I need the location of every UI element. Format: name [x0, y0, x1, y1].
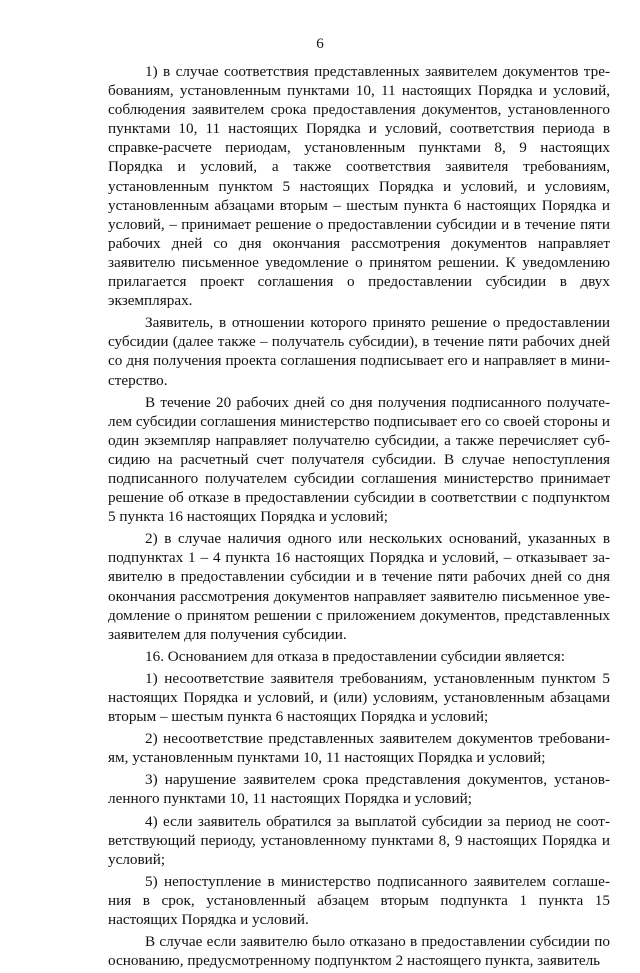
document-body [108, 62, 610, 973]
paragraph-refusal-ground-3: 3) нарушение заявителем срока представления документов, установленного пунктами 10, 11 настоящих Порядка и условий; [108, 771, 610, 808]
paragraph-refusal-ground-2: 2) несоответствие представленных заявителем документов требованиям, установленным пунктами 10, 11 настоящих Порядка и условий; [108, 730, 610, 767]
paragraph-refusal-followup: В случае если заявителю было отказано в предоставлении субсидии по основанию, предусмотренному подпунктом 2 настоящего пункта, заявитель [108, 933, 610, 970]
paragraph-ministry-signs-and-transfers: В течение 20 рабочих дней со дня получения подписанного получателем субсидии соглашения министерство подписывает его со своей стороны и один экземпляр направляет получателю субсидии, а также перечисляет субсидию на расчетный счет получателя субсидии. В случае непоступления подписанного получателем субсидии соглашения министерство принимает решение об отказе в предоставлении субсидии в соответствии с подпунктом 5 пункта 16 настоящих Порядка и условий; [108, 393, 610, 526]
paragraph-subitem-1-approval: 1) в случае соответствия представленных заявителем документов требованиям, установленным пунктами 10, 11 настоящих Порядка и условий, соблюдения заявителем срока предоставления документов, установленного пунктами 10, 11 настоящих Порядка и условий, соответствия периода в справке-расчете периодам, установленным пунктами 8, 9 настоящих Порядка и условий, а также соответствия заявителя требованиям, установленным пунктом 5 настоящих Порядка и условий, и условиям, установленным абзацами вторым – шестым пункта 6 настоящих Порядка и условий, – принимает решение о предоставлении субсидии и в течение пяти рабочих дней со дня окончания рассмотрения документов направляет заявителю письменное уведомление о принятом решении. К уведомлению прилагается проект соглашения о предоставлении субсидии в двух экземплярах. [108, 63, 610, 310]
paragraph-item-16-heading: 16. Основанием для отказа в предоставлении субсидии является: [145, 647, 565, 665]
paragraph-refusal-ground-4: 4) если заявитель обратился за выплатой субсидии за период не соответствующий периоду, установленному пунктами 8, 9 настоящих Порядка и условий; [108, 812, 610, 868]
paragraph-refusal-ground-5: 5) непоступление в министерство подписанного заявителем соглашения в срок, установленный абзацем вторым подпункта 1 пункта 15 настоящих Порядка и условий. [108, 872, 610, 929]
paragraph-applicant-signs-agreement: Заявитель, в отношении которого принято решение о предоставлении субсидии (далее также – получатель субсидии), в течение пяти рабочих дней со дня получения проекта соглашения подписывает его и направляет в министерство. [108, 314, 610, 389]
paragraph-refusal-ground-1: 1) несоответствие заявителя требованиям, установленным пунктом 5 настоящих Порядка и условий, и (или) условиям, установленным абзацами вторым – шестым пункта 6 настоящих Порядка и условий; [108, 669, 610, 726]
paragraph-subitem-2-refusal: 2) в случае наличия одного или нескольких оснований, указанных в подпунктах 1 – 4 пункта 16 настоящих Порядка и условий, – отказывает заявителю в предоставлении субсидии и в течение пяти рабочих дней со дня окончания рассмотрения документов направляет заявителю письменное уведомление о принятом решении с приложением документов, представленных заявителем для получения субсидии. [108, 530, 610, 643]
page-number: 6 [316, 36, 324, 52]
